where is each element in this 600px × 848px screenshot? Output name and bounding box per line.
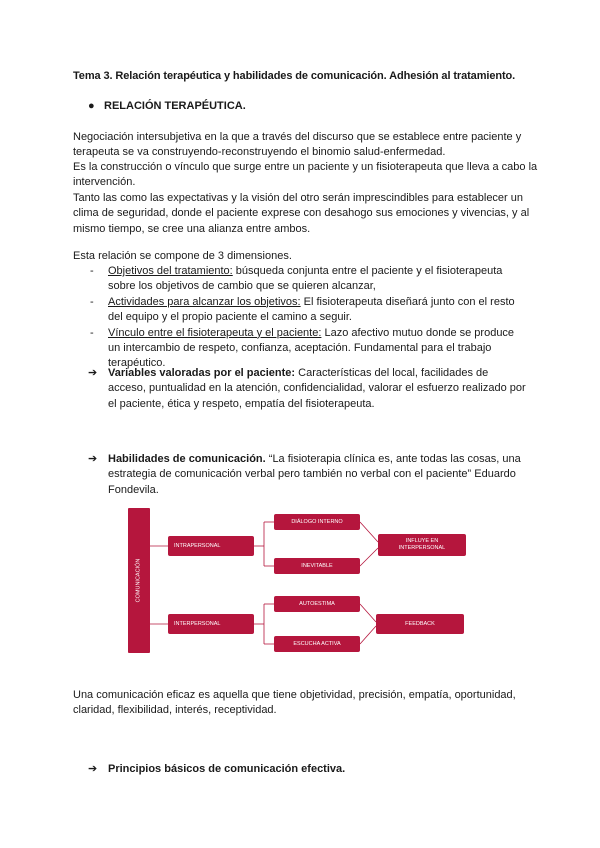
arrow-item-principios	[88, 762, 528, 777]
bullet-icon: ●	[88, 100, 95, 112]
arrow-right-icon: ➔	[88, 367, 98, 379]
dimensions-list	[88, 264, 528, 372]
diagram-dialogo-label: DIÁLOGO INTERNO	[291, 518, 343, 525]
diagram-feedback-box	[376, 614, 464, 634]
arrow-item-variables	[88, 366, 528, 412]
arrow-item-text: “La fisioterapia clínica es, ante todas las cosas, una estrategia de comunicación verbal pero también no verbal con el paciente” Eduardo Fondevila.	[108, 453, 521, 496]
diagram-inevitable-box	[274, 558, 360, 574]
document-title: Tema 3. Relación terapéutica y habilidades de comunicación. Adhesión al tratamiento.	[73, 70, 516, 82]
diagram-influye-box	[378, 534, 466, 556]
diagram-autoestima-box	[274, 596, 360, 612]
diagram-influye-label: INFLUYE EN INTERPERSONAL	[398, 538, 446, 551]
dimension-term: Actividades para alcanzar los objetivos:	[108, 295, 301, 308]
diagram-feedback-label: FEEDBACK	[405, 620, 435, 627]
list-item	[88, 295, 528, 326]
arrow-right-icon: ➔	[88, 453, 98, 465]
diagram-intrapersonal-label: INTRAPERSONAL	[174, 542, 221, 549]
diagram-root-label: COMUNICACIÓN	[135, 558, 142, 603]
dash-marker: -	[90, 265, 94, 277]
diagram-escucha-box	[274, 636, 360, 652]
arrow-item-term: Habilidades de comunicación.	[108, 453, 266, 465]
arrow-item-term: Variables valoradas por el paciente:	[108, 367, 296, 379]
intro-paragraph-3: Tanto las como las expectativas y la visión del otro serán imprescindibles para establecer un clima de seguridad, donde el paciente exprese con desahogo sus emociones y vivencias, y al mismo tiempo, se cree una alianza entre ambos.	[73, 192, 530, 235]
arrow-item-text: Características del local, facilidades de acceso, puntualidad en la atención, confidencialidad, valorar el esfuerzo realizado por el paciente, ética y respeto, empatía del fisioterapeuta.	[108, 367, 526, 410]
diagram-interpersonal-box	[168, 614, 254, 634]
diagram-dialogo-box	[274, 514, 360, 530]
communication-diagram	[128, 508, 468, 653]
section-heading-text: RELACIÓN TERAPÉUTICA.	[104, 100, 246, 112]
intro-paragraph-1: Negociación intersubjetiva en la que a través del discurso que se establece entre paciente y terapeuta se va construyendo-reconstruyendo el binomio salud-enfermedad.	[73, 131, 522, 159]
closing-paragraph: Una comunicación eficaz es aquella que tiene objetividad, precisión, empatía, oportunidad, claridad, flexibilidad, interés, receptividad.	[73, 689, 516, 717]
diagram-inevitable-label: INEVITABLE	[301, 562, 333, 569]
dimensions-intro: Esta relación se compone de 3 dimensiones.	[73, 250, 292, 262]
diagram-autoestima-label: AUTOESTIMA	[299, 600, 335, 607]
dimension-text: búsqueda conjunta entre el paciente y el fisioterapeuta sobre los objetivos de cambio que se quieren alcanzar,	[108, 265, 503, 293]
dimension-text: El fisioterapeuta diseñará junto con el resto del equipo y el propio paciente el camino a seguir.	[108, 295, 515, 324]
diagram-intrapersonal-box	[168, 536, 254, 556]
arrow-item-term: Principios básicos de comunicación efectiva.	[108, 763, 346, 775]
list-item	[88, 326, 528, 372]
list-item	[88, 264, 528, 295]
arrow-right-icon: ➔	[88, 763, 98, 775]
intro-paragraph-2: Es la construcción o vínculo que surge entre un paciente y un fisioterapeuta que lleva a cabo la intervención.	[73, 161, 538, 189]
diagram-root-box	[128, 508, 150, 653]
dash-marker: -	[90, 326, 94, 339]
arrow-item-habilidades	[88, 452, 528, 498]
dash-marker: -	[90, 295, 94, 308]
dimension-term: Vínculo entre el fisioterapeuta y el paciente:	[108, 326, 322, 339]
dimension-text: Lazo afectivo mutuo donde se produce un intercambio de respeto, confianza, aceptación. Fundamental para el trabajo terapéutico.	[108, 326, 515, 370]
section-heading	[88, 100, 246, 112]
diagram-interpersonal-label: INTERPERSONAL	[174, 620, 221, 627]
dimension-term: Objetivos del tratamiento:	[108, 265, 233, 277]
diagram-escucha-label: ESCUCHA ACTIVA	[293, 640, 341, 647]
